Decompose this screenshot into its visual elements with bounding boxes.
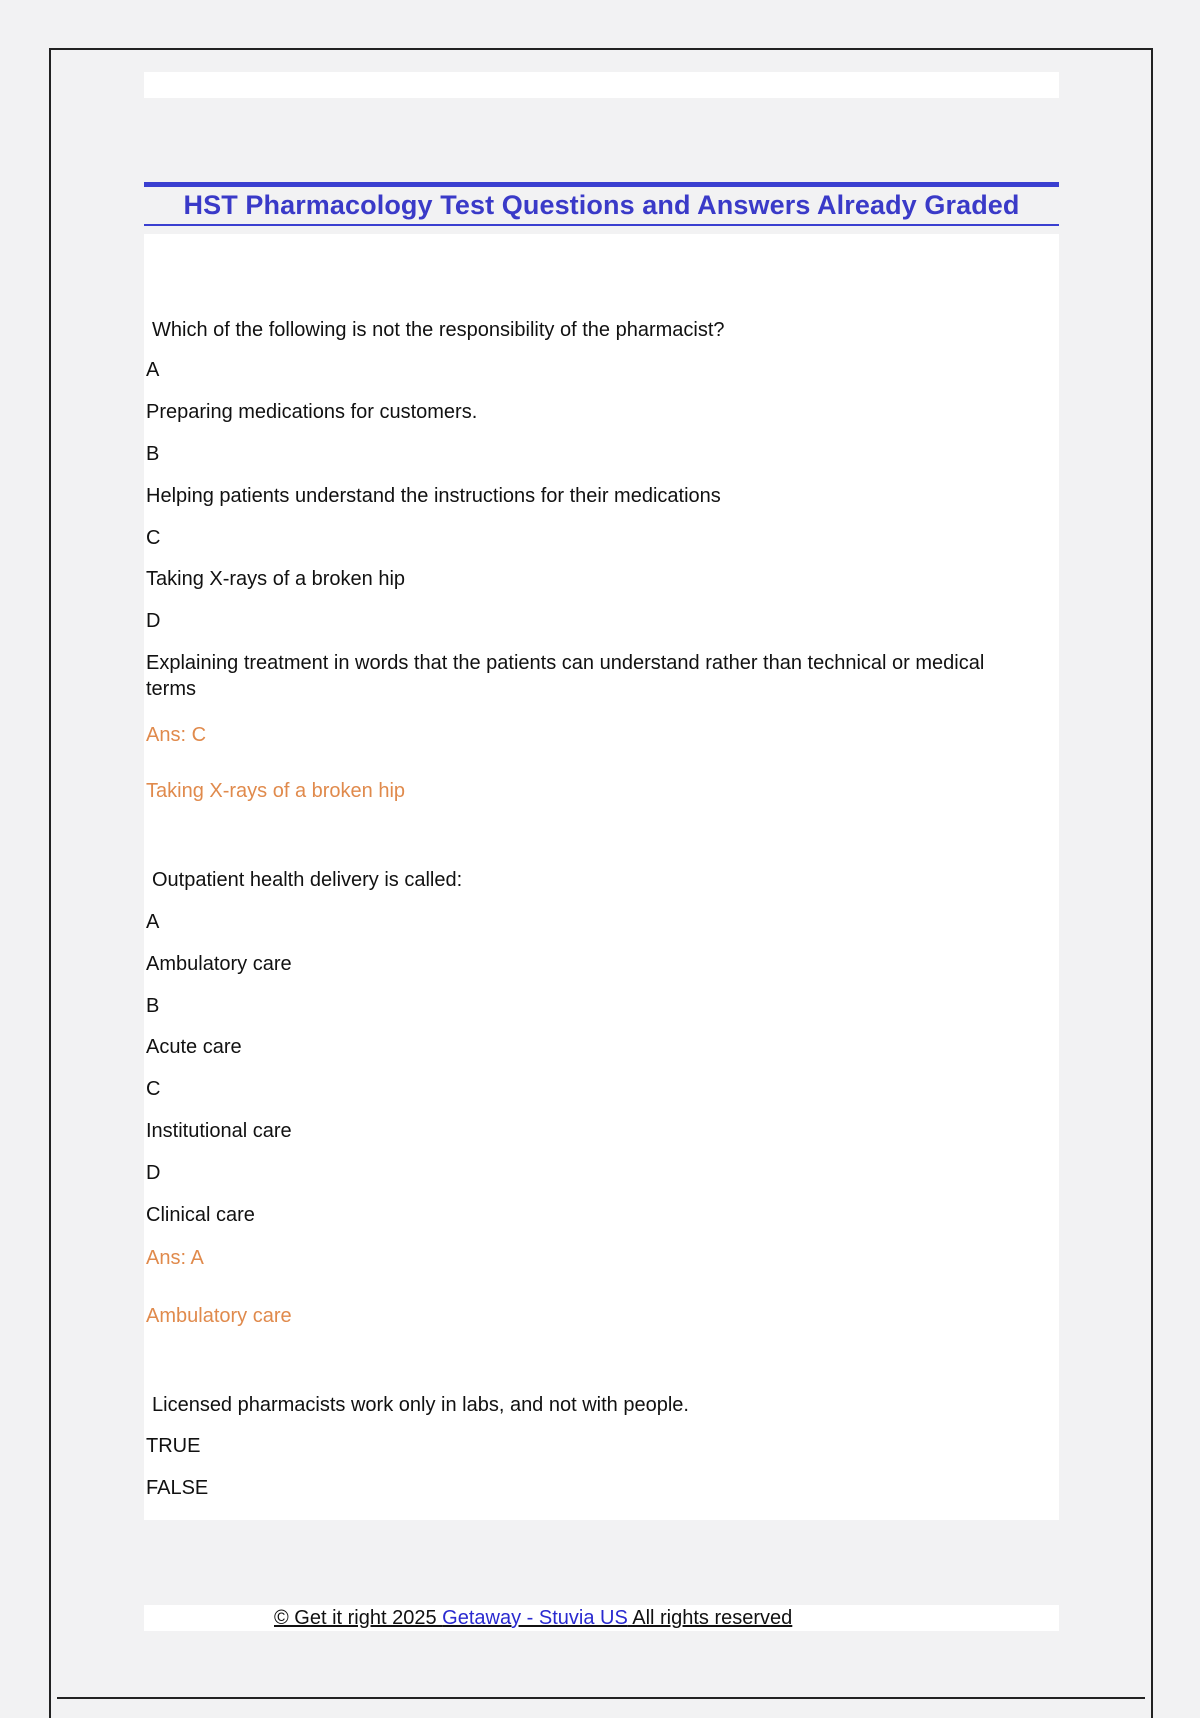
- question-1-option-b-text: Helping patients understand the instructions for their medications: [146, 485, 721, 507]
- page-title: HST Pharmacology Test Questions and Answers Already Graded: [183, 190, 1020, 220]
- question-1-answer-text: Taking X-rays of a broken hip: [146, 780, 406, 802]
- question-1-option-a-letter: A: [146, 359, 160, 381]
- question-2-option-b-text: Acute care: [146, 1036, 242, 1058]
- footer-copyright: © Get it right 2025: [274, 1607, 443, 1629]
- question-1-text: Which of the following is not the responsibility of the pharmacist?: [152, 319, 725, 341]
- footer-link[interactable]: Getaway - Stuvia US: [442, 1607, 628, 1629]
- header-strip: [144, 72, 1059, 98]
- question-1-option-c-text: Taking X-rays of a broken hip: [146, 568, 406, 590]
- question-3-option-true: TRUE: [146, 1435, 201, 1457]
- question-3-text: Licensed pharmacists work only in labs, and not with people.: [152, 1394, 689, 1416]
- question-1-option-b-letter: B: [146, 443, 160, 465]
- question-3-option-false: FALSE: [146, 1477, 209, 1499]
- question-2-option-a-letter: A: [146, 911, 160, 933]
- question-2-option-d-letter: D: [146, 1162, 161, 1184]
- question-2-option-a-text: Ambulatory care: [146, 953, 292, 975]
- question-2-option-c-letter: C: [146, 1078, 161, 1100]
- footer: [274, 1605, 792, 1631]
- content-area: [144, 234, 1059, 1520]
- question-2-option-d-text: Clinical care: [146, 1204, 255, 1226]
- question-2-answer-label: Ans: A: [146, 1247, 204, 1269]
- footer-rights: All rights reserved: [627, 1607, 793, 1629]
- question-1-option-d-letter: D: [146, 610, 161, 632]
- question-2-option-b-letter: B: [146, 995, 160, 1017]
- question-1-option-d-text: Explaining treatment in words that the patients can understand rather than technical or medical terms: [146, 652, 985, 700]
- question-1-option-a-text: Preparing medications for customers.: [146, 401, 478, 423]
- question-2-answer-text: Ambulatory care: [146, 1305, 292, 1327]
- title-bar: [144, 182, 1059, 226]
- question-2-text: Outpatient health delivery is called:: [152, 869, 463, 891]
- question-2-option-c-text: Institutional care: [146, 1120, 292, 1142]
- bottom-rule: [57, 1697, 1145, 1699]
- question-1-answer-label: Ans: C: [146, 724, 207, 746]
- question-1-option-c-letter: C: [146, 527, 161, 549]
